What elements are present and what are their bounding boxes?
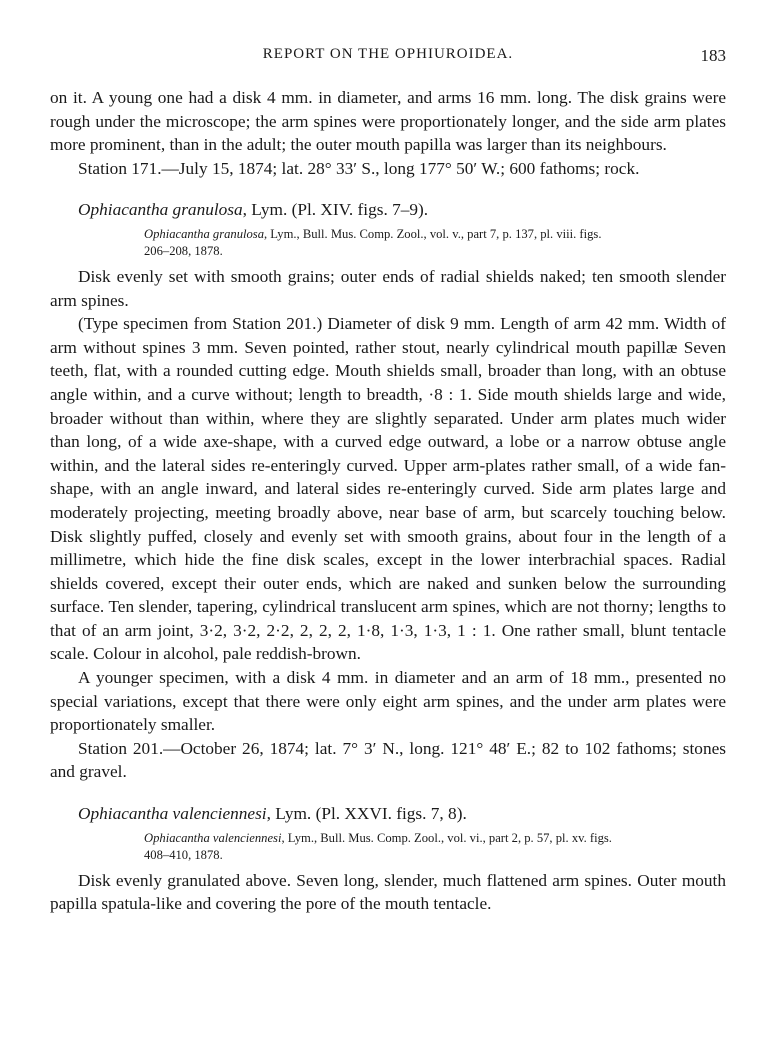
reference-citation-line2: 206–208, 1878.	[144, 243, 223, 258]
reference-name: Ophiacantha granulosa	[144, 226, 264, 241]
reference-valenciennesi	[50, 830, 726, 864]
species-heading-valenciennesi	[50, 802, 726, 826]
reference-citation: , Lym., Bull. Mus. Comp. Zool., vol. vi., part 2, p. 57, pl. xv. figs.	[281, 830, 612, 845]
page-number: 183	[700, 46, 726, 65]
station-granulosa: Station 201.—October 26, 1874; lat. 7° 3′ N., long. 121° 48′ E.; 82 to 102 fathoms; stones and gravel.	[50, 738, 726, 782]
younger-specimen: A younger specimen, with a disk 4 mm. in diameter and an arm of 18 mm., presented no special variations, except that there were only eight arm spines, and the under arm plates were proportionately smaller.	[50, 668, 726, 735]
species-heading-rest: , Lym. (Pl. XXVI. figs. 7, 8).	[266, 804, 467, 824]
reference-granulosa	[50, 226, 726, 260]
diagnosis-valenciennesi: Disk evenly granulated above. Seven long, slender, much flattened arm spines. Outer mouth papilla spatula-like and covering the pore of the mouth tentacle.	[50, 870, 726, 914]
intro-station: Station 171.—July 15, 1874; lat. 28° 33′ S., long 177° 50′ W.; 600 fathoms; rock.	[78, 158, 640, 178]
reference-name: Ophiacantha valenciennesi	[144, 830, 282, 845]
diagnosis-granulosa: Disk evenly set with smooth grains; outer ends of radial shields naked; ten smooth slender arm spines.	[50, 266, 726, 310]
reference-citation-line2: 408–410, 1878.	[144, 847, 223, 862]
reference-citation: , Lym., Bull. Mus. Comp. Zool., vol. v., part 7, p. 137, pl. viii. figs.	[264, 226, 602, 241]
running-title: REPORT ON THE OPHIUROIDEA.	[262, 46, 514, 62]
description-granulosa: (Type specimen from Station 201.) Diameter of disk 9 mm. Length of arm 42 mm. Width of arm without spines 3 mm. Seven pointed, rather stout, nearly cylindrical mouth papillæ Seven teeth, flat, with a rounded cutting edge. Mouth shields small, broader than long, with an obtuse angle within, and a curve without; length to breadth, ·8 : 1. Side mouth shields large and wide, broader without than within, where they are slightly separated. Under arm plates much wider than long, of a wide axe-shape, with a curved edge outward, a lobe or a narrow obtuse angle within, and the lateral sides re-enteringly curved. Upper arm-plates rather small, of a wide fan-shape, with an angle inward, and lateral sides re-enteringly curved. Side arm plates large and moderately projecting, meeting broadly above, near base of arm, but scarcely touching below. Disk slightly puffed, closely and evenly set with smooth grains, about four in the length of a millimetre, which hide the fine disk scales, except in the lower interbrachial spaces. Radial shields covered, except their outer ends, which are naked and sunken below the surrounding surface. Ten slender, tapering, cylindrical translucent arm spines, which are not thorny; lengths to that of an arm joint, 3·2, 3·2, 2·2, 2, 2, 2, 1·8, 1·3, 1·3, 1 : 1. One rather small, blunt tentacle scale. Colour in alcohol, pale reddish-brown.	[50, 314, 726, 664]
running-header	[50, 46, 726, 68]
page-body	[50, 86, 726, 916]
species-heading-rest: , Lym. (Pl. XIV. figs. 7–9).	[242, 200, 429, 220]
species-name: Ophiacantha valenciennesi	[78, 804, 267, 824]
species-heading-granulosa	[50, 198, 726, 222]
species-name: Ophiacantha granulosa	[78, 200, 243, 220]
intro-paragraph: on it. A young one had a disk 4 mm. in diameter, and arms 16 mm. long. The disk grains were rough under the microscope; the arm spines were proportionately longer, and the side arm plates more prominent, than in the adult; the outer mouth papilla was larger than its neighbours.	[50, 88, 726, 155]
